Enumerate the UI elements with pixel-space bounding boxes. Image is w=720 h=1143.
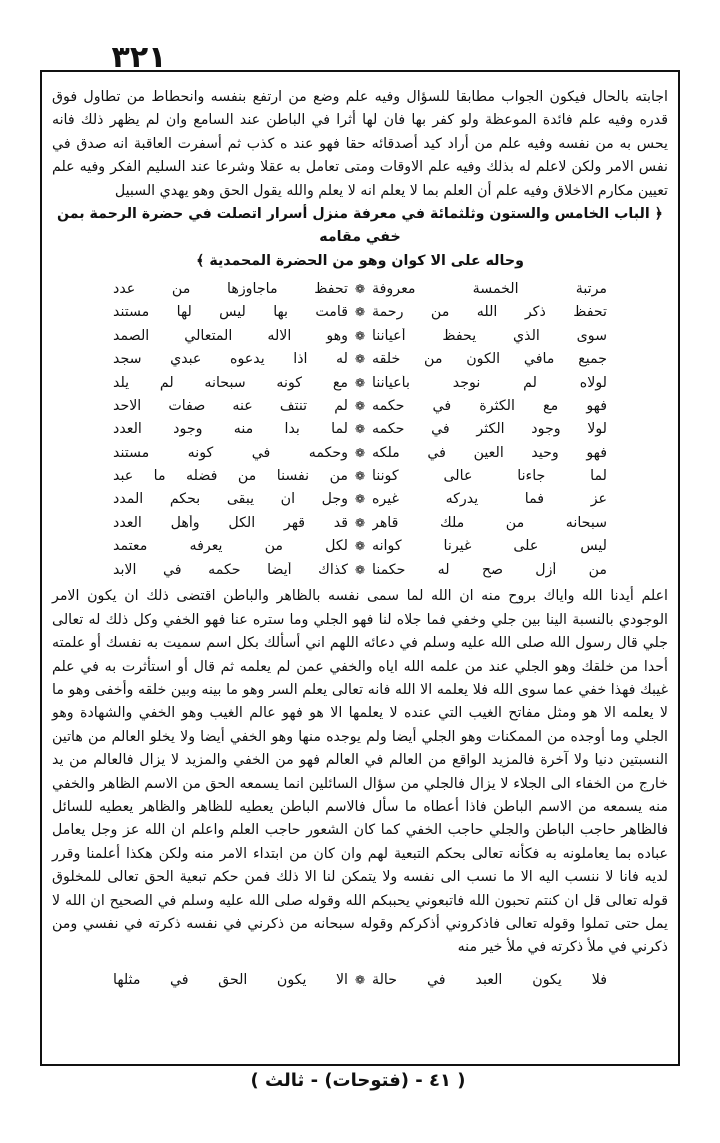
- poem-verse-right-hemistich: فهو وحيد العين في ملكه: [372, 444, 607, 461]
- poem: [52, 277, 668, 581]
- closing-verse-row: [52, 968, 668, 991]
- poem-verse: [52, 558, 668, 581]
- poem-verse: [52, 418, 668, 441]
- verse-separator-icon: ❁: [354, 398, 366, 413]
- poem-verse-left-hemistich: قد قهر الكل وأهل العدد: [113, 514, 348, 531]
- verse-separator-icon: ❁: [354, 469, 366, 484]
- poem-verse-right-hemistich: تحفظ ذكر الله من رحمة: [372, 304, 607, 321]
- poem-verse: [52, 511, 668, 534]
- verse-separator-icon: ❁: [354, 375, 366, 390]
- poem-verse-right-hemistich: فهو مع الكثرة في حكمه: [372, 397, 607, 414]
- poem-verse-left-hemistich: لكل من يعرفه معتمد: [113, 538, 348, 555]
- poem-verse-left-hemistich: وحكمه في كونه مستند: [113, 444, 348, 461]
- verse-separator-icon: ❁: [354, 539, 366, 554]
- poem-verse-left-hemistich: له اذا يدعوه عبدي سجد: [113, 351, 348, 368]
- page-number: ٣٢١: [111, 40, 167, 75]
- closing-verse-left-hemistich: الا يكون الحق في مثلها: [113, 971, 348, 988]
- chapter-heading-line-2: وحاله على الا كوان وهو من الحضرة المحمدية ﴾: [196, 252, 524, 269]
- poem-verse-right-hemistich: عز فما يدركه غيره: [372, 491, 607, 508]
- poem-verse: [52, 371, 668, 394]
- poem-verse-left-hemistich: وهو الاله المتعالي الصمد: [113, 327, 348, 344]
- poem-verse-left-hemistich: كذاك أيضا حكمه في الابد: [113, 561, 348, 578]
- verse-separator-icon: ❁: [354, 515, 366, 530]
- poem-verse-right-hemistich: جميع مافي الكون من خلقه: [372, 351, 607, 368]
- verse-separator-icon: ❁: [354, 281, 366, 296]
- poem-verse: [52, 535, 668, 558]
- poem-verse-right-hemistich: لولا وجود الكثر في حكمه: [372, 421, 607, 438]
- chapter-heading: [52, 203, 668, 273]
- verse-separator-icon: ❁: [354, 352, 366, 367]
- poem-verse: [52, 441, 668, 464]
- body-paragraph: اعلم أيدنا الله واياك بروح منه ان الله لما سمى نفسه بالظاهر والباطن اقتضى ذلك ان يكون الامر الوجودي بالنسبة الينا بين جلي وخفي فما جلاه لنا فهو الجلي وما ستره عنا فهو الخفي وكل ذلك له تعالى جلي قال رسول الله صلى الله عليه وسلم في دعائه اللهم اني أسألك بكل اسم سميت به نفسك أو علمته أحدا من خلقك وهو الجلي عند من علمه الله اياه والخفي عمن لم يعلمه ثم قال أو استأثرت به في علم غيبك فهذا خفي عما سوى الله فلا يعلمه الا الله فانه تعالى يعلم السر وهو ما بينه وبين خلقه وأخفى وهو ما لا يعلمه الا هو ومثل مفاتح الغيب التي عنده لا يعلمها الا هو فهو عالم الغيب وهو الخفي والشهادة وهو الجلي وما أوجده من الممكنات وهو الجلي أيضا ولم يوجده منها وهو الخفي أيضا ولا يخلو العالم من هاتين النسبتين دنيا ولا آخرة فالمزيد الواقع من العالم في العالم فهو من الخفي والمزيد لا يزال فالعالم من يد خارج من الخفاء الى الجلاء لا يزال فالجلي من سؤال السائلين انما يسمعه الحق من الاسم الظاهر والخفي منه يسمعه من الاسم الباطن فاذا أعطاه ما سأل فالاسم الباطن يعطيه للظاهر والظاهر يعطيه للسائل فالظاهر حاجب الباطن والجلي حاجب الخفي كما كان الشعور حاجب العلم واعلم ان الله عز وجل يعامل عباده بما يعاملونه به فكأنه تعالى بحكم التبعية لهم وان كان من ابتداء الامر منه ولكن هكذا أعلمنا وقرر لديه فانا لا ننسب اليه الا ما نسب الى نفسه ولا يتمكن لنا الا ذلك فمن حكم تبعية الحق تعالى للمخلوق قوله تعالى قل ان كنتم تحبون الله فاتبعوني يحببكم الله وقوله صلى الله عليه وسلم في الصحيح ان الله لا يمل حتى تملوا وقوله تعالى فاذكروني أذكركم وقوله سبحانه من ذكرني في نفسه ذكرته في نفسي ومن ذكرني في ملأ ذكرته في ملأ خير منه: [52, 588, 668, 956]
- poem-verse: [52, 464, 668, 487]
- poem-verse-left-hemistich: لما بدا منه وجود العدد: [113, 421, 348, 438]
- page-footer: ( ٤١ - (فتوحات) - ثالث ): [250, 1070, 466, 1091]
- verse-separator-icon: ❁: [354, 305, 366, 320]
- poem-verse: [52, 347, 668, 370]
- poem-verse-right-hemistich: لولاه لم نوجد بأعياننا: [372, 374, 607, 391]
- intro-paragraph: اجابته بالحال فيكون الجواب مطابقا للسؤال وفيه علم وضع من ارتفع بنفسه وانحطاط من تطاول فوق قدره وفيه علم فائدة الموعظة ولو كفر بها فان لها أثرا في الباطن عند السامع وان لم يظهر ذلك فانه يحس به من نفسه وفيه علم من أراد كيد أصدقائه حقا فهو عند ه كذب ثم أسفرت العاقبة انه صدق في نفس الامر ولكن لاعلم له بذلك وفيه علم الاوقات ومتى تعامل به عقلا وشرعا عند السليم الفكر وفيه علم تعيين مكارم الاخلاق وفيه علم أن العلم بما لا يعلم انه لا يعلم والله يقول الحق وهو يهدي السبيل: [52, 89, 668, 199]
- poem-verse-right-hemistich: من أزل صح له حكمنا: [372, 561, 607, 578]
- poem-verse-left-hemistich: تحفظ ماجاوزها من عدد: [113, 280, 348, 297]
- poem-verse-left-hemistich: من نفسنا من فضله ما عبد: [113, 468, 348, 485]
- verse-separator-icon: ❁: [354, 328, 366, 343]
- poem-verse-right-hemistich: لما جاءنا عالى كوننا: [372, 468, 607, 485]
- verse-separator-icon: ❁: [354, 972, 366, 987]
- poem-verse: [52, 488, 668, 511]
- verse-separator-icon: ❁: [354, 562, 366, 577]
- poem-verse-left-hemistich: قامت بها ليس لها مستند: [113, 304, 348, 321]
- poem-verse-left-hemistich: وجل ان يبقى بحكم المدد: [113, 491, 348, 508]
- poem-verse-right-hemistich: سوى الذي يحفظ أعياننا: [372, 327, 607, 344]
- closing-verse: [52, 968, 668, 991]
- verse-separator-icon: ❁: [354, 422, 366, 437]
- page-frame: [40, 70, 680, 1066]
- verse-separator-icon: ❁: [354, 445, 366, 460]
- poem-verse-left-hemistich: مع كونه سبحانه لم يلد: [113, 374, 348, 391]
- poem-verse-right-hemistich: سبحانه من ملك قاهر: [372, 514, 607, 531]
- poem-verse: [52, 324, 668, 347]
- poem-verse: [52, 394, 668, 417]
- poem-verse: [52, 301, 668, 324]
- poem-verse: [52, 277, 668, 300]
- verse-separator-icon: ❁: [354, 492, 366, 507]
- poem-verse-right-hemistich: ليس على غيرنا كوانه: [372, 538, 607, 555]
- poem-verse-left-hemistich: لم تنتف عنه صفات الاحد: [113, 397, 348, 414]
- poem-verse-right-hemistich: مرتبة الخمسة معروفة: [372, 280, 607, 297]
- closing-verse-right-hemistich: فلا يكون العبد في حالة: [372, 971, 607, 988]
- chapter-heading-line-1: ﴿ الباب الخامس والستون وثلثمائة في معرفة منزل أسرار اتصلت في حضرة الرحمة بمن خفي مقامه: [57, 206, 663, 246]
